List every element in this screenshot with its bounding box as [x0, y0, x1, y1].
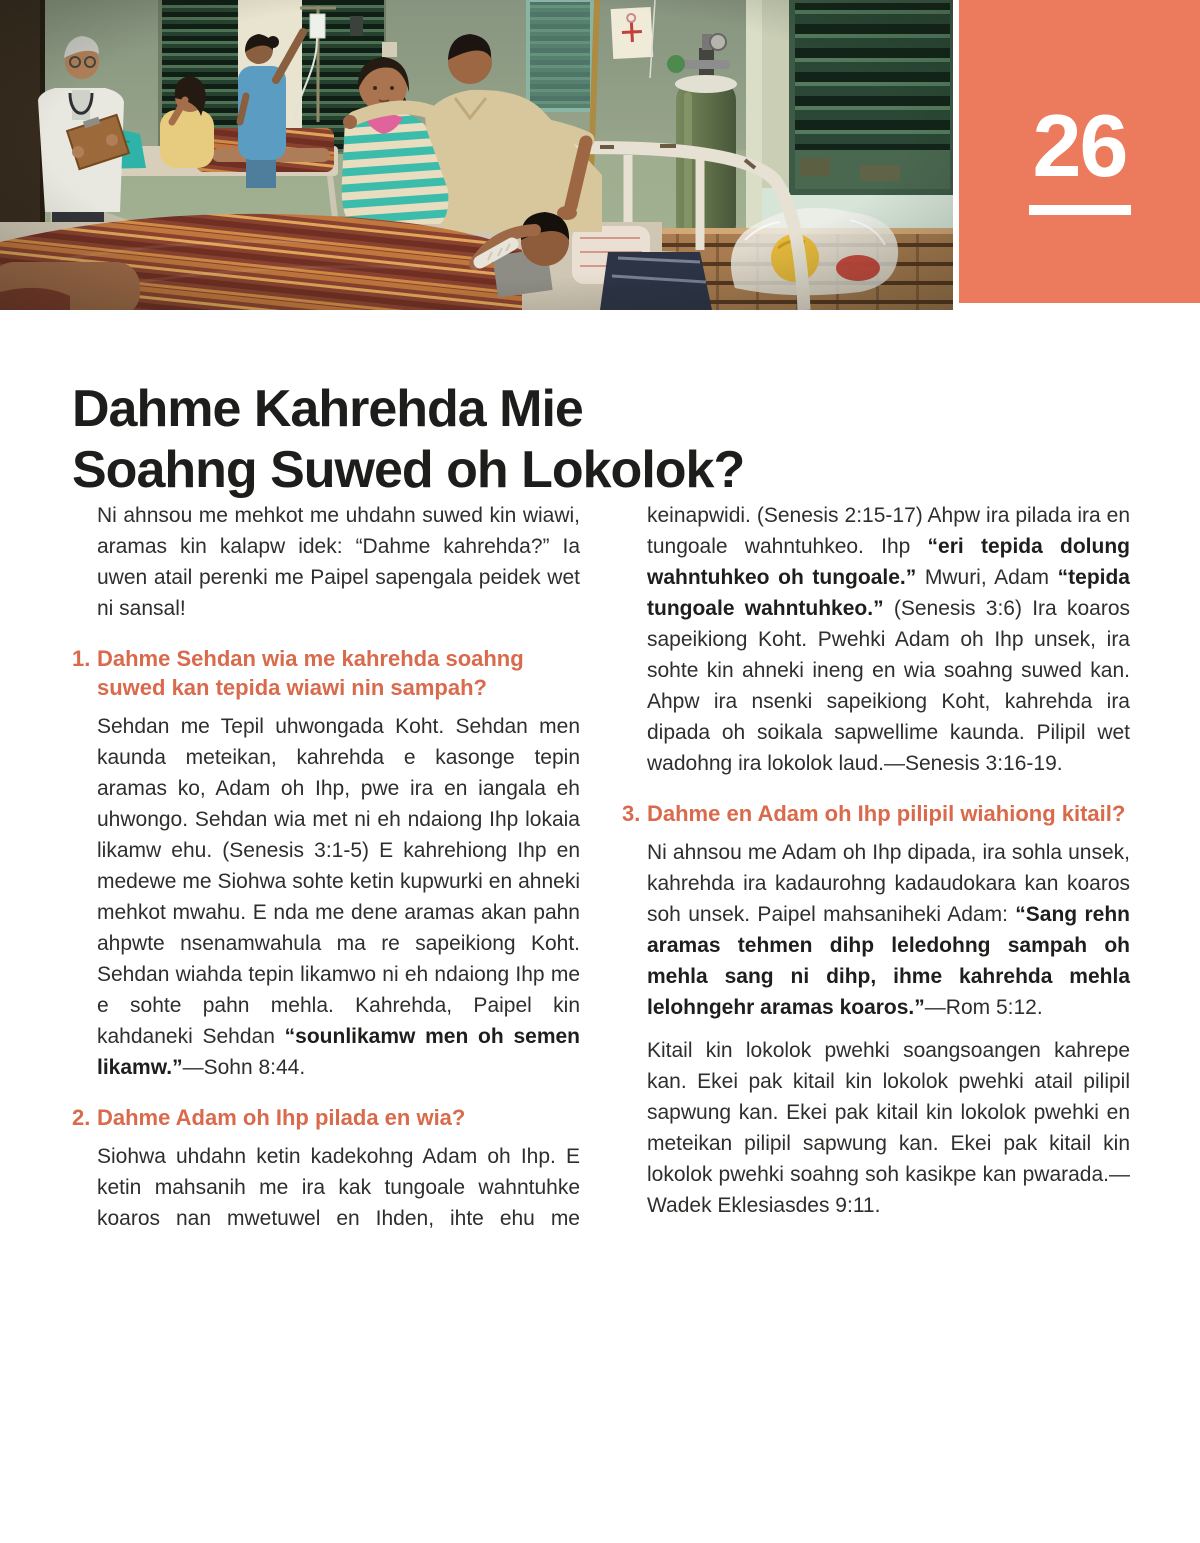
chapter-badge — [959, 0, 1200, 303]
hero-photo — [0, 0, 953, 310]
section-heading-text: Dahme Adam oh Ihp pilada en wia? — [97, 1105, 466, 1130]
section-heading-3 — [622, 799, 1130, 828]
section-number: 3. — [622, 801, 641, 826]
page-title — [72, 379, 972, 501]
hospital-scene-illustration — [0, 0, 953, 310]
intro-paragraph: Ni ahnsou me mehkot me uhdahn suwed kin wiawi, aramas kin kalapw idek: “Dahme kahrehda?” Ia uwen atail perenki me Paipel sapengala peidek wet ni sansal! — [97, 504, 580, 620]
section-number: 1. — [72, 646, 91, 671]
page-title-line2: Soahng Suwed oh Lokolok? — [72, 440, 745, 499]
page-title-line1: Dahme Kahrehda Mie — [72, 379, 583, 438]
section-number: 2. — [72, 1105, 91, 1130]
section-paragraph: Sehdan me Tepil uhwongada Koht. Sehdan men kaunda meteikan, kahrehda e kasonge tepin aramas ko, Adam oh Ihp, pwe ira en iangala eh uhwongo. Sehdan wia met ni eh ndaiong Ihp lokaia likamw ehu. (Senesis 3:1-5) E kahrehiong Ihp en medewe me Siohwa sohte ketin kupwurki en ahneki mehkot mwahu. E nda me dene aramas akan pahn ahpwte nsenamwahula ma re sapeikiong Koht. Sehdan wiahda tepin likamwo ni eh ndaiong Ihp me e sohte pahn mehla. Kahrehda, Paipel kin kahdaneki Sehdan “sounlikamw men oh semen likamw.”—Sohn 8:44. — [97, 715, 580, 1079]
chapter-number: 26 — [1032, 96, 1127, 195]
section-heading-2 — [72, 1103, 580, 1132]
chapter-underline — [1029, 205, 1131, 215]
section-paragraph: Ni ahnsou me Adam oh Ihp dipada, ira sohla unsek, kahrehda ira kadaurohng kadaudokara kan koaros soh unsek. Paipel mahsaniheki Adam: “Sang rehn aramas tehmen dihp leledohng sampah oh mehla sang ni dihp, ihme kahrehda mehla lelohngehr aramas koaros.”—Rom 5:12. — [647, 841, 1130, 1019]
section-heading-text: Dahme Sehdan wia me kahrehda soahng suwed kan tepida wiawi nin sampah? — [97, 646, 524, 700]
section-heading-1 — [72, 644, 580, 702]
article-body — [72, 500, 1130, 1234]
section-paragraph: Siohwa uhdahn ketin kadekohng Adam oh Ihp. E ketin mahsanih me ira kak tungoale wahntuhke koaros nan mwetuwel en Ihden, ihte ehu me keinapwidi. (Senesis 2:15-17) Ahpw ira pilada ira en tungoale wahntuhkeo. Ihp “eri tepida dolung wahntuhkeo oh tungoale.” Mwuri, Adam “tepida tungoale wahntuhkeo.” (Senesis 3:6) Ira koaros sapeikiong Koht. Pwehki Adam oh Ihp unsek, ira sohte kin ahneki ineng en wia soahng suwed kan. Ahpw ira nsenki sapeikiong Koht, kahrehda ira dipada oh soikala sapwellime kaunda. Pilipil wet wadohng ira lokolok laud.—Senesis 3:16-19. — [97, 504, 1131, 1230]
section-paragraph: Kitail kin lokolok pwehki soangsoangen kahrepe kan. Ekei pak kitail kin lokolok pwehki atail pilipil sapwung kan. Ekei pak kitail kin lokolok pwehki en meteikan pilipil sapwung kan. Ekei pak kitail kin lokolok pwehki soahng soh kasikpe kan pwarada.—Wadek Eklesiasdes 9:11. — [647, 1039, 1130, 1217]
section-heading-text: Dahme en Adam oh Ihp pilipil wiahiong kitail? — [647, 801, 1126, 826]
